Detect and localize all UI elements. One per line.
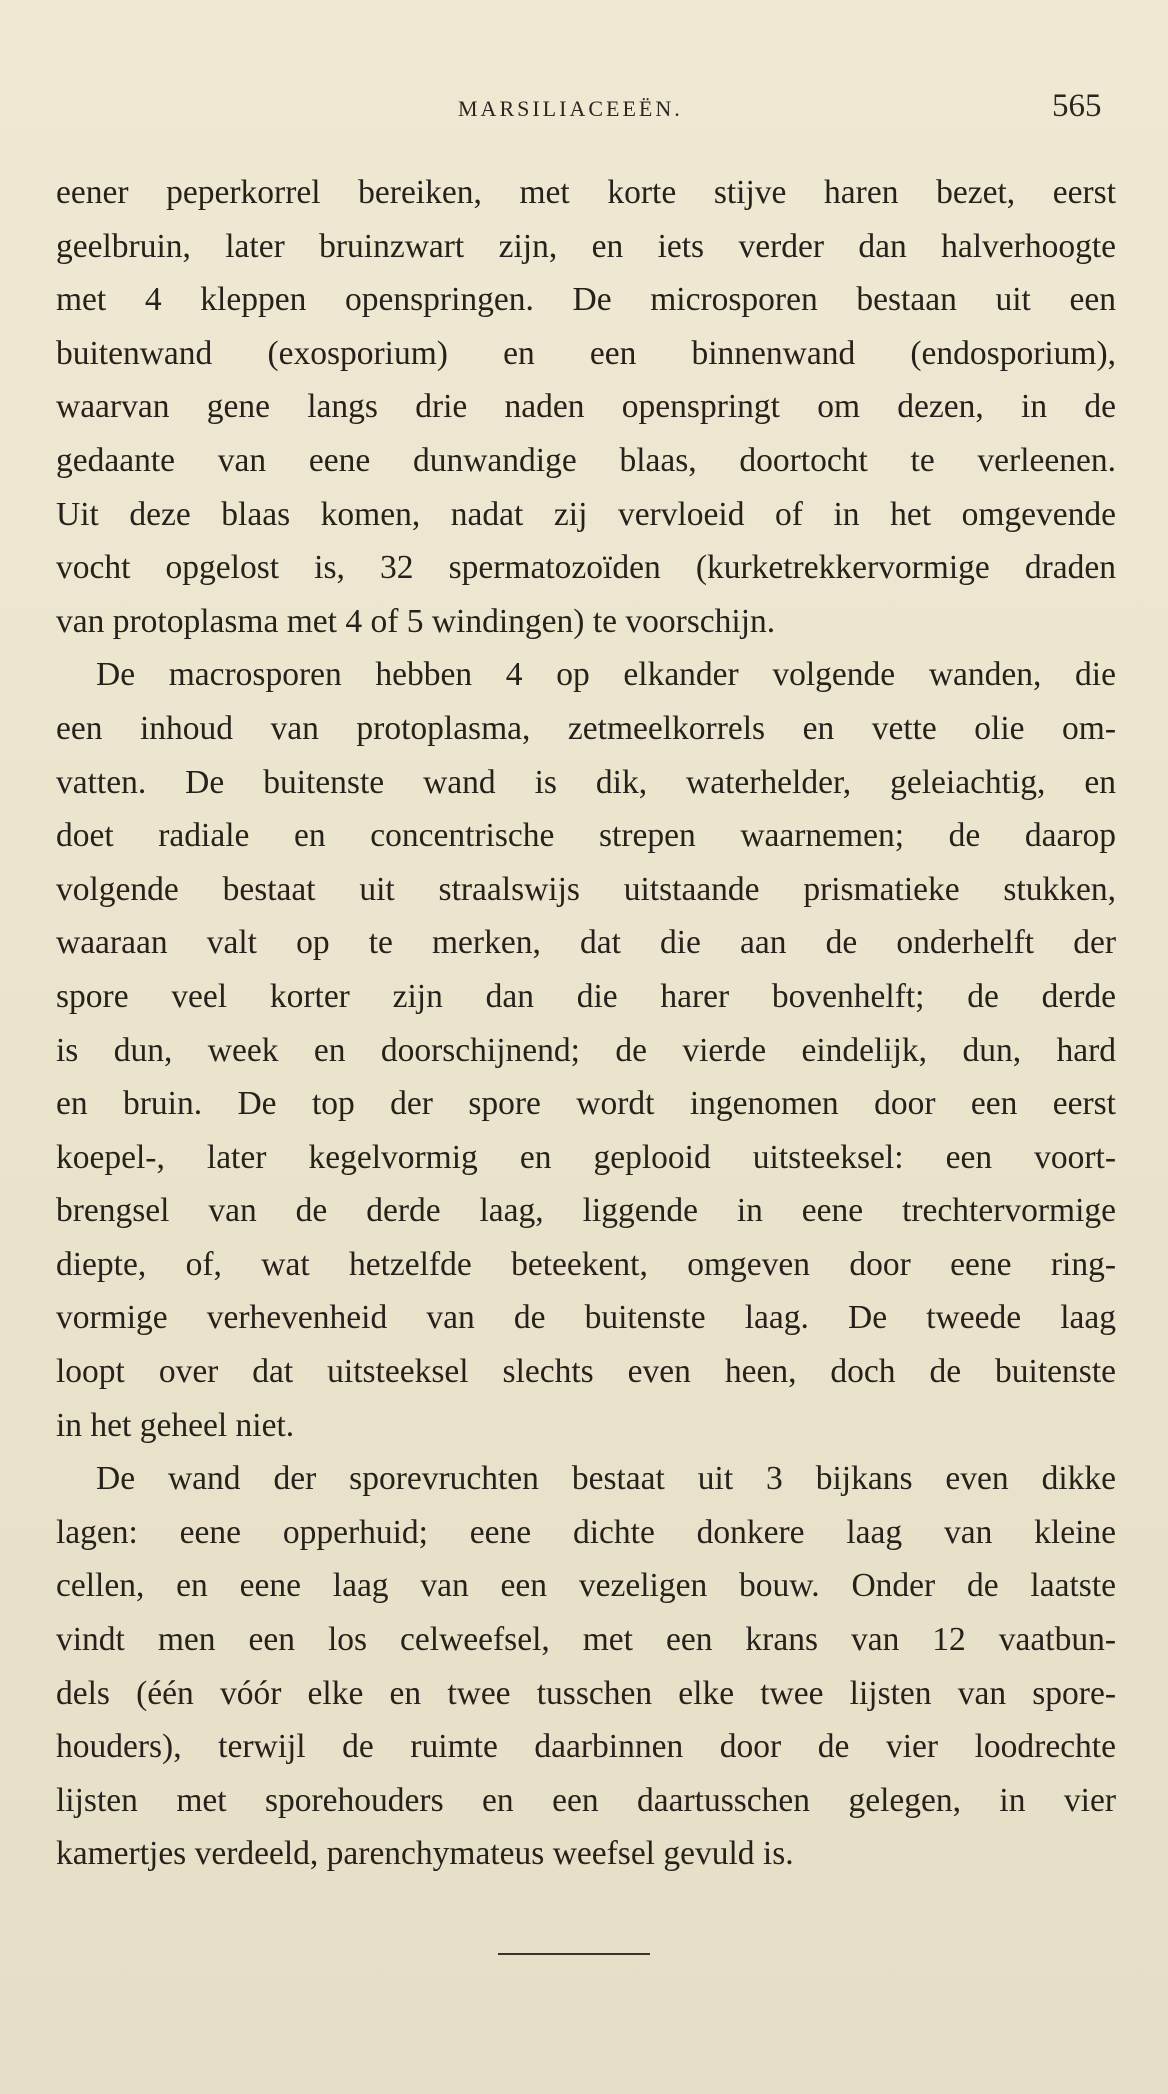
page-header [0,88,1168,132]
text-line: geelbruin, later bruinzwart zijn, en iets verder dan halverhoogte [56,227,1116,265]
text-line: in het geheel niet. [56,1406,295,1444]
text-line: cellen, en eene laag van een vezeligen bouw. Onder de laatste [56,1567,1116,1605]
text-line: van protoplasma met 4 of 5 windingen) te voorschijn. [56,602,776,640]
text-line: lagen: eene opperhuid; eene dichte donkere laag van kleine [56,1513,1116,1551]
text-line: loopt over dat uitsteeksel slechts even heen, doch de buitenste [56,1353,1116,1391]
text-line: doet radiale en concentrische strepen waarnemen; de daarop [56,817,1116,855]
text-line: houders), terwijl de ruimte daarbinnen door de vier loodrechte [56,1728,1116,1766]
text-line: dels (één vóór elke en twee tusschen elke twee lijsten van spore- [56,1674,1116,1712]
body-text [56,166,1116,1881]
text-line: waarvan gene langs drie naden openspringt om dezen, in de [56,388,1116,426]
paragraph-1 [56,166,1116,648]
text-line: De wand der sporevruchten bestaat uit 3 bijkans even dikke [96,1460,1116,1498]
page-number: 565 [1052,88,1102,124]
text-line: vatten. De buitenste wand is dik, waterhelder, geleiachtig, en [56,763,1116,801]
text-line: kamertjes verdeeld, parenchymateus weefsel gevuld is. [56,1835,794,1873]
text-line: een inhoud van protoplasma, zetmeelkorrels en vette olie om- [56,709,1116,747]
text-line: waaraan valt op te merken, dat die aan de onderhelft der [56,924,1116,962]
text-line: vocht opgelost is, 32 spermatozoïden (kurketrekkervormige draden [56,549,1116,587]
text-line: koepel-, later kegelvormig en geplooid uitsteeksel: een voort- [56,1138,1116,1176]
text-line: gedaante van eene dunwandige blaas, doortocht te verleenen. [56,441,1116,479]
paragraph-3 [56,1452,1116,1881]
text-line: vormige verhevenheid van de buitenste laag. De tweede laag [56,1299,1116,1337]
text-line: vindt men een los celweefsel, met een krans van 12 vaatbun- [56,1621,1116,1659]
text-line: Uit deze blaas komen, nadat zij vervloeid of in het omgevende [56,495,1116,533]
text-line: lijsten met sporehouders en een daartusschen gelegen, in vier [56,1781,1116,1819]
text-line: met 4 kleppen openspringen. De microsporen bestaan uit een [56,281,1116,319]
text-line: spore veel korter zijn dan die harer bovenhelft; de derde [56,977,1116,1015]
text-line: is dun, week en doorschijnend; de vierde eindelijk, dun, hard [56,1031,1116,1069]
text-line: volgende bestaat uit straalswijs uitstaande prismatieke stukken, [56,870,1116,908]
section-divider [498,1953,650,1955]
paragraph-2 [56,648,1116,1452]
text-line: diepte, of, wat hetzelfde beteekent, omgeven door eene ring- [56,1245,1116,1283]
text-line: en bruin. De top der spore wordt ingenomen door een eerst [56,1085,1116,1123]
running-head: MARSILIACEEËN. [458,96,683,121]
text-line: buitenwand (exosporium) en een binnenwand (endosporium), [56,334,1116,372]
text-line: eener peperkorrel bereiken, met korte stijve haren bezet, eerst [56,174,1116,211]
text-line: brengsel van de derde laag, liggende in eene trechtervormige [56,1192,1116,1230]
text-line: De macrosporen hebben 4 op elkander volgende wanden, die [96,656,1116,694]
